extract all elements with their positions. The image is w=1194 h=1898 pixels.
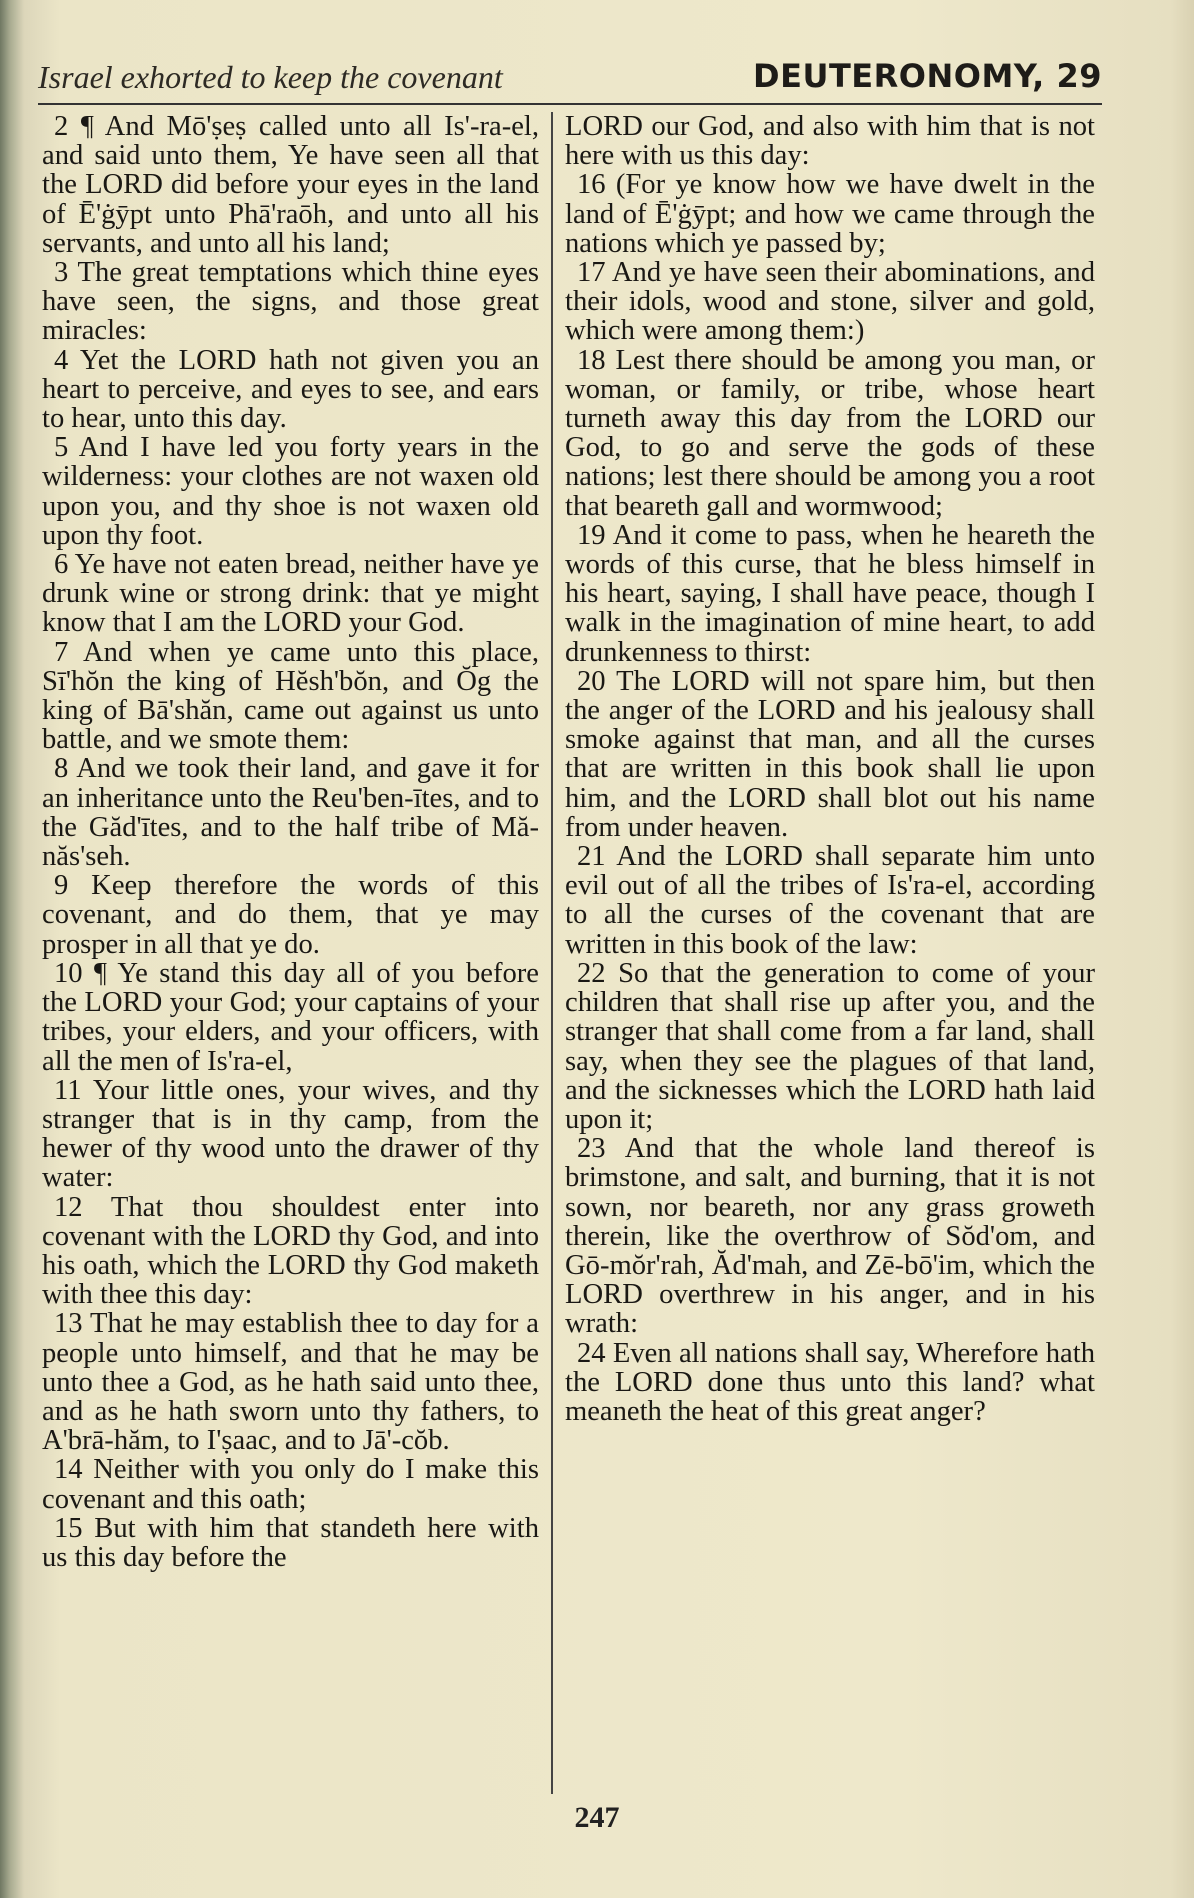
verse-9: 9 Keep therefore the words of this covenant, and do them, that ye may prosper in all that ye do. (42, 870, 539, 960)
running-header (38, 55, 1102, 105)
verse-15: 15 But with him that standeth here with us this day before the (42, 1512, 539, 1573)
verse-7: 7 And when ye came unto this place, Sī'hŏn the king of Hĕsh'bŏn, and Ŏg the king of Bā'shăn, came out against us unto battle, and we smote them: (42, 636, 539, 756)
verse-15-continued: LORD our God, and also with him that is not here with us this day: (565, 111, 1095, 172)
verse-17: 17 And ye have seen their abominations, and their idols, wood and stone, silver and gold, which were among them:) (565, 257, 1095, 347)
right-column (565, 112, 1095, 1782)
book-chapter-heading: DEUTERONOMY, 29 (753, 57, 1102, 95)
verse-22: 22 So that the generation to come of your children that shall rise up after you, and the stranger that shall come from a far land, shall say, when they see the plagues of that land, and the sicknesses which the LORD hath laid upon it; (565, 957, 1095, 1135)
verse-21: 21 And the LORD shall separate him unto evil out of all the tribes of Is'ra-el, according to all the curses of the covenant that are written in this book of the law: (565, 841, 1095, 960)
verse-5: 5 And I have led you forty years in the wilderness: your clothes are not waxen old upon you, and thy shoe is not waxen old upon thy foot. (42, 432, 539, 551)
verse-12: 12 That thou shouldest enter into covenant with the LORD thy God, and into his oath, which the LORD thy God maketh with thee this day: (42, 1191, 539, 1311)
verse-24: 24 Even all nations shall say, Wherefore hath the LORD done thus unto this land? what meaneth the heat of this great anger? (565, 1337, 1095, 1427)
verse-2: 2 ¶ And Mō'ṣeṣ called unto all Is'-ra-el, and said unto them, Ye have seen all that the LORD did before your eyes in the land of Ē'ġȳpt unto Phā'raōh, and unto all his servants, and unto all his land; (42, 111, 539, 259)
verse-14: 14 Neither with you only do I make this covenant and this oath; (42, 1454, 539, 1515)
left-column (42, 112, 539, 1782)
verse-16: 16 (For ye know how we have dwelt in the land of Ē'ġȳpt; and how we came through the nations which ye passed by; (565, 169, 1095, 259)
verse-11: 11 Your little ones, your wives, and thy stranger that is in thy camp, from the hewer of thy wood unto the drawer of thy water: (42, 1074, 539, 1194)
verse-18: 18 Lest there should be among you man, or woman, or family, or tribe, whose heart turneth away this day from the LORD our God, to go and serve the gods of these nations; lest there should be among you a root that beareth gall and wormwood; (565, 344, 1095, 522)
verse-20: 20 The LORD will not spare him, but then the anger of the LORD and his jealousy shall smoke against that man, and all the curses that are written in this book shall lie upon him, and the LORD shall blot out his name from under heaven. (565, 665, 1095, 843)
verse-4: 4 Yet the LORD hath not given you an heart to perceive, and eyes to see, and ears to hear, unto this day. (42, 344, 539, 435)
column-divider (551, 112, 553, 1794)
verse-23: 23 And that the whole land thereof is brimstone, and salt, and burning, that it is not sown, nor beareth, nor any grass groweth therein, like the overthrow of Sŏd'om, and Gō-mŏr'rah, Ăd'mah, and Zē-bō'im, which the LORD overthrew in his anger, and in his wrath: (565, 1133, 1095, 1340)
verse-8: 8 And we took their land, and gave it for an inheritance unto the Reu'ben-ītes, and to the Găd'ītes, and to the half tribe of Mă-năs'seh. (42, 753, 539, 873)
page-number: 247 (574, 1801, 620, 1834)
verse-6: 6 Ye have not eaten bread, neither have ye drunk wine or strong drink: that ye might know that I am the LORD your God. (42, 549, 539, 639)
verse-10: 10 ¶ Ye stand this day all of you before the LORD your God; your captains of your tribes, your elders, and your officers, with all the men of Is'ra-el, (42, 957, 539, 1077)
section-heading: Israel exhorted to keep the covenant (38, 59, 503, 95)
verse-13: 13 That he may establish thee to day for a people unto himself, and that he may be unto thee a God, as he hath said unto thee, and as he hath sworn unto thy fathers, to A'brā-hăm, to I'ṣaac, and to Jā'-cŏb. (42, 1308, 539, 1457)
verse-19: 19 And it come to pass, when he heareth the words of this curse, that he bless himself in his heart, saying, I shall have peace, though I walk in the imagination of mine heart, to add drunkenness to thirst: (565, 519, 1095, 668)
verse-3: 3 The great temptations which thine eyes have seen, the signs, and those great miracles: (42, 257, 539, 347)
